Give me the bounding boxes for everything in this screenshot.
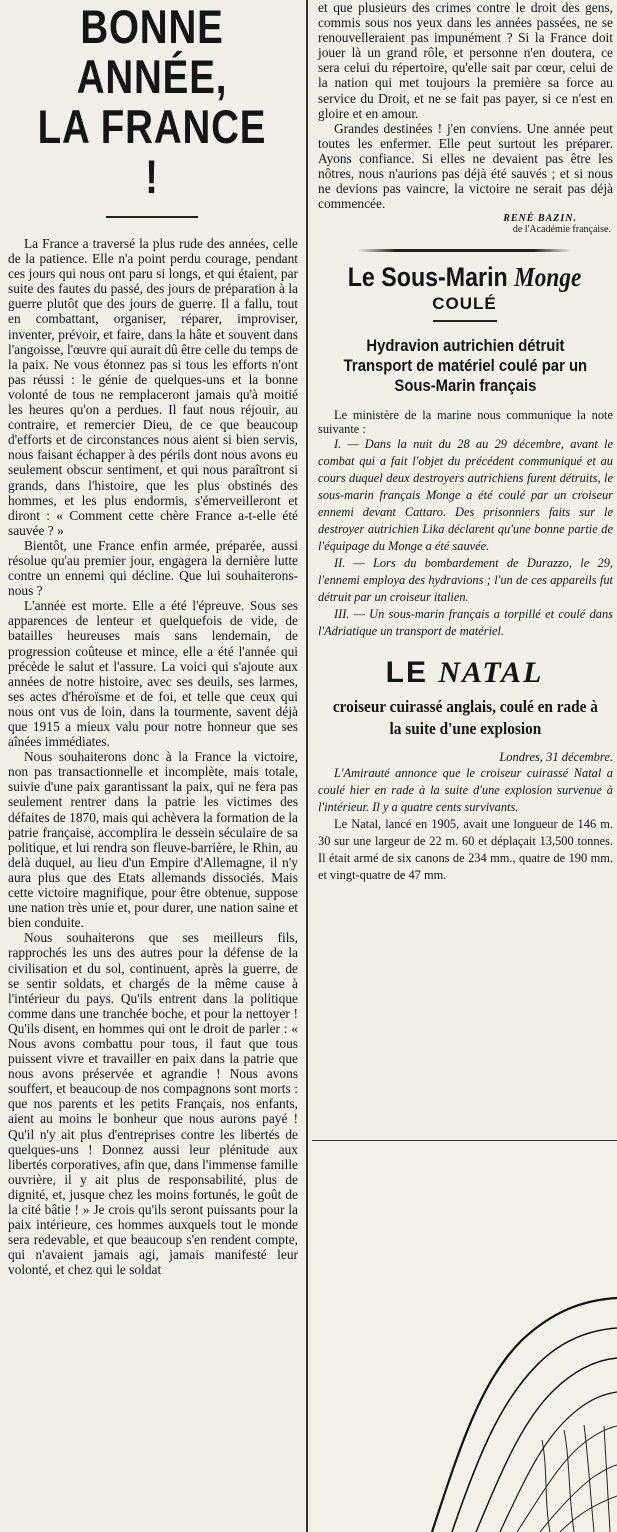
natal-report: [318, 765, 613, 816]
natal-dateline: Londres, 31 décembre.: [499, 750, 613, 765]
left-column: [0, 0, 304, 1532]
author-name: RENÉ BAZIN.: [503, 213, 577, 225]
monge-headline-name: Monge: [514, 262, 582, 293]
natal-subtitle: croiseur cuirassé anglais, coulé en rade à la suite d'une explosion: [332, 697, 598, 739]
monge-headline: [333, 262, 595, 292]
natal-article: [312, 750, 617, 884]
monge-headline-prefix: Le Sous-Marin: [347, 262, 515, 293]
continued-paragraph: et que plusieurs des crimes contre le droit des gens, commis sous nos yeux dans les années passées, ne se renouvelleraient pas impunément ? Si la France doit jouer là un grand rôle, et personne n'en doutera, ce sera celui du répertoire, qu'elle sait par cœur, celui de la nation qui met toujours la première sa force au service du Droit, et ne se fait pas payer, si ce n'est en gloire et en amour.: [318, 0, 613, 121]
illustration: [312, 1140, 617, 1532]
column-divider: [306, 0, 308, 1532]
continued-paragraph: Grandes destinées ! j'en conviens. Une année peut toutes les enfermer. Elle peut surtout les préparer. Ayons confiance. Si elles ne devaient pas être les nôtres, nous n'aurions pas déjà été sauvés ; et si nous ne devions pas vaincre, la victoire ne serait pas déjà commencée.: [318, 120, 613, 212]
communique-item: I. — Dans la nuit du 28 au 29 décembre, avant le combat qui a fait l'objet du précédent communiqué et au cours duquel deux destroyers autrichiens furent détruits, le sous-marin français Monge a été coulé par un croiseur ennemi devant Cattaro. Des prisonniers faits sur le destroyer autrichien Lika déclarent qu'une bonne partie de l'équipage du Monge a été sauvée.: [318, 437, 613, 554]
navy-notice: Le ministère de la marine nous communique la note suivante :: [318, 408, 613, 437]
headline-rule: [106, 216, 198, 218]
headline-line-2: LA FRANCE !: [37, 100, 267, 203]
editorial-paragraph: Bientôt, une France enfin armée, préparée, aussi résolue qu'au premier jour, engagera la dernière lutte contre un ennemi qui décline. Que lui souhaiterons-nous ?: [8, 537, 298, 599]
natal-paragraph: Le Natal, lancé en 1905, avait une longueur de 146 m. 30 sur une largeur de 22 m. 60 et déplaçait 13,500 tonnes. Il était armé de six canons de 234 mm., quatre de 190 mm. et vingt-quatre de 47 mm.: [318, 817, 613, 883]
editorial-paragraph: La France a traversé la plus rude des années, celle de la patience. Elle n'a point perdu courage, pendant ces jours qui nous ont paru si longs, et qui étaient, par suite des fautes du passé, des jours de préparation à la guerre plutôt que des jours de guerre. Il a fallu, tout en combattant, organiser, réparer, improviser, inventer, prévoir, et faire, dans la hâte et souvent dans l'angoisse, l'œuvre qui aurait dû être celle du temps de la paix. Ne vous étonnez pas si tous les efforts n'ont pas réussi : le génie de quelques-uns et la bonne volonté de tous ne remplaceront jamais qu'à moitié les heures qu'on a perdues. Il faut nous réjouir, au contraire, et remercier Dieu, de ce que beaucoup d'efforts et de circonstances nous aient si bien servis, nous faisant échapper à des périls dont nous avons eu seulement obscur sentiment, et qui nous paraîtront si grands, dans l'histoire, que les plus obstinés des hommes, et les plus endormis, s'émerveilleront et diront : « Comment cette chère France a-t-elle été sauvée ? »: [8, 236, 298, 538]
section-separator: [357, 249, 572, 252]
natal-paragraph: L'Amirauté annonce que le croiseur cuirassé Natal a coulé hier en rade à la suite d'une explosion survenue à l'intérieur. Il y a quatre cents survivants.: [318, 766, 613, 815]
monge-subtitle: COULÉ: [432, 294, 497, 314]
natal-description: [318, 816, 613, 884]
natal-headline-prefix: LE: [385, 656, 439, 690]
editorial-paragraph: Nous souhaiterons donc à la France la victoire, non pas transactionnelle et incomplète, mais totale, suivie d'une paix garantissant la paix, qui ne fera pas seulement rentrer dans la patrie les victimes des défaites de 1870, mais qui achèvera la formation de la patrie française, accomplira le dessein séculaire de sa politique, et lui rendra son fleuve-barrière, le Rhin, au delà duquel, au lieu d'un Empire d'Allemagne, il n'y aura plus que des Etats allemands dissociés. Mais cette victoire magnifique, pour être obtenue, suppose une nation très unie et, pour durer, une nation saine et bien conduite.: [8, 749, 298, 931]
editorial-paragraph: L'année est morte. Elle a été l'épreuve. Sous ses apparences de lenteur et quelquefois de vide, de batailles heureuses mais sans lendemain, de progression coûteuse et mince, elle a été l'année qui précède le salut et l'assure. La voici qui s'ajoute aux années de notre histoire, avec ses deuils, ses larmes, ses actes d'héroïsme et de foi, et telle que ceux qui nous ont vus de loin, dans la tourmente, savent déjà que 1915 a mieux valu pour notre honneur que ses aînées immédiates.: [8, 598, 298, 750]
editorial-continuation: [312, 0, 617, 235]
communique-item: II. — Lors du bombardement de Durazzo, le 29, l'ennemi employa des hydravions ; l'un de ces appareils fut détruit par un croiseur italien.: [318, 556, 613, 605]
communique-item: III. — Un sous-marin français a torpillé et coulé dans l'Adriatique un transport de matériel.: [318, 607, 613, 639]
monge-subhead: Hydravion autrichien détruit Transport de matériel coulé par un Sous-Marin français: [343, 337, 588, 396]
editorial-paragraph: Nous souhaiterons que ses meilleurs fils, rapprochés les uns des autres pour la défense de la civilisation et du sol, continuent, après la guerre, de se sentir soldats, et chargés de la même cause à l'intérieur du pays. Qu'ils entrent dans la politique comme dans une tranchée boche, et pour la nettoyer ! Qu'ils disent, en hommes qui ont le droit de parler : « Nous avons combattu pour tous, il faut que tous puissent vivre et travailler en paix dans la patrie que nous avons préservée et agrandie ! Nous avons souffert, et beaucoup de nos compagnons sont morts : que nos parents et les petits Français, nos enfants, aient au moins le bonheur que nous aurons payé ! Qu'il n'y ait plus d'entreprises contre les libertés de quelques-uns ! Donnez aussi leur plénitude aux libertés corporatives, afin que, dans l'immense famille ouvrière, il y ait plus de responsabilité, plus de dignité, et, jusque chez les moins fortunés, le goût de la cité bâtie ! » Je crois qu'ils seront puissants pour la paix intérieure, ces hommes auxquels tout le monde sera redevable, et que beaucoup s'en rendent compte, qui n'avaient jamais agi, jamais manifesté leur volonté, et chez qui le soldat: [8, 930, 298, 1278]
editorial-body: [0, 236, 304, 1277]
monge-article: [312, 408, 617, 640]
natal-headline-name: NATAL: [438, 656, 544, 690]
headline-line-1: BONNE ANNÉE,: [76, 0, 228, 103]
natal-headline: [312, 656, 617, 690]
monge-rule: [433, 320, 497, 322]
communique: [318, 436, 613, 640]
author-affiliation: de l'Académie française.: [512, 224, 611, 236]
